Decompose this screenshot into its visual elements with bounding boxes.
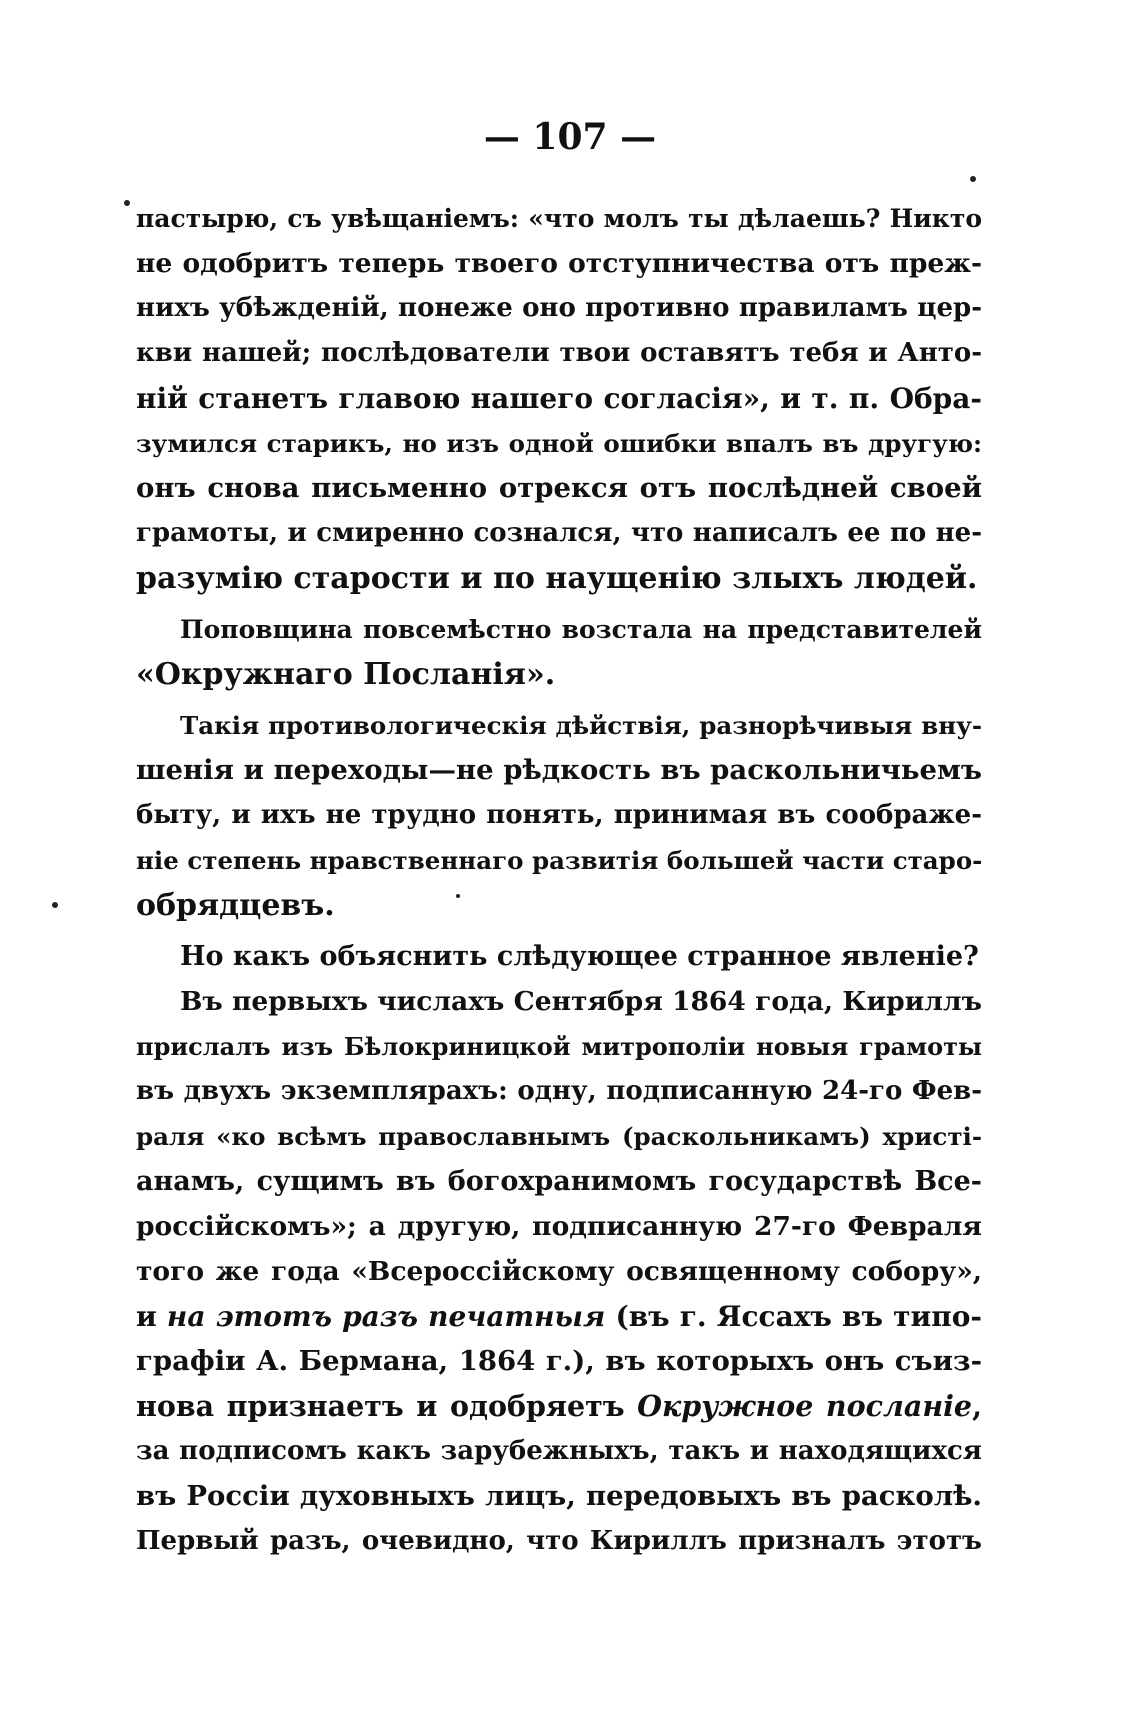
scan-speck [456,894,460,898]
text-line: разумію старости и по наущенію злыхъ людей. [136,561,978,596]
text-line: нихъ убѣжденій, понеже оно противно правиламъ цер- [136,293,982,323]
text-line: за подписомъ какъ зарубежныхъ, такъ и находящихся [136,1436,982,1466]
text-line: онъ снова письменно отрекся отъ послѣдней своей [136,472,982,504]
text-line: анамъ, сущимъ въ богохранимомъ государствѣ Все- [136,1166,982,1197]
paragraph [136,703,982,928]
scan-speck [124,200,130,206]
paragraph [136,934,982,979]
paragraph [136,196,982,601]
text-line: графіи А. Бермана, 1864 г.), въ которыхъ онъ съиз- [136,1345,982,1377]
text-line: не одобритъ теперь твоего отступничества отъ преж- [136,248,982,279]
text-line: Первый разъ, очевидно, что Кириллъ призналъ этотъ [136,1526,982,1556]
text-line: Такія противологическія дѣйствія, разнорѣчивыя вну- [180,711,982,740]
text-line: раля «ко всѣмъ православнымъ (раскольникамъ) христі- [136,1122,982,1151]
text-line: обрядцевъ. [136,888,335,923]
text-line: въ двухъ экземплярахъ: одну, подписанную 24-го Фев- [136,1076,982,1106]
text-line: грамоты, и смиренно сознался, что написалъ ее по не- [136,518,982,548]
text-line: Въ первыхъ числахъ Сентября 1864 года, Кириллъ [180,986,982,1017]
text-line: ній станетъ главою нашего согласія», и т. п. Обра- [136,382,982,415]
text-line: и на этотъ разъ печатныя (въ г. Яссахъ въ типо- [136,1300,982,1333]
text-line: кви нашей; послѣдователи твои оставятъ тебя и Анто- [136,338,982,368]
text-line: пастырю, съ увѣщаніемъ: «что молъ ты дѣлаешь? Никто [136,204,982,233]
body-text [136,196,982,1564]
text-line: Но какъ объяснить слѣдующее странное явленіе? [180,941,979,972]
text-line: Поповщина повсемѣстно возстала на представителей [180,615,982,644]
text-line: того же года «Всероссійскому освященному собору», [136,1256,982,1287]
scan-speck [970,176,976,182]
paragraph [136,979,982,1564]
text-line: «Окружнаго Посланія». [136,657,556,692]
text-line: шенія и переходы—не рѣдкость въ раскольничьемъ [136,754,982,786]
text-line: въ Россіи духовныхъ лицъ, передовыхъ въ расколѣ. [136,1480,982,1512]
scan-speck [52,902,58,908]
page-number: — 107 — [483,116,657,158]
text-line: зумился старикъ, но изъ одной ошибки впалъ въ другую: [136,429,982,458]
text-line: прислалъ изъ Бѣлокриницкой митрополіи новыя грамоты [136,1032,982,1061]
paragraph [136,607,982,697]
text-line: ніе степень нравственнаго развитія большей части старо- [136,846,982,875]
text-line: россійскомъ»; а другую, подписанную 27-го Февраля [136,1211,982,1242]
text-line: быту, и ихъ не трудно понять, принимая въ соображе- [136,800,982,830]
text-line: нова признаетъ и одобряетъ Окружное посланіе, [136,1389,982,1423]
